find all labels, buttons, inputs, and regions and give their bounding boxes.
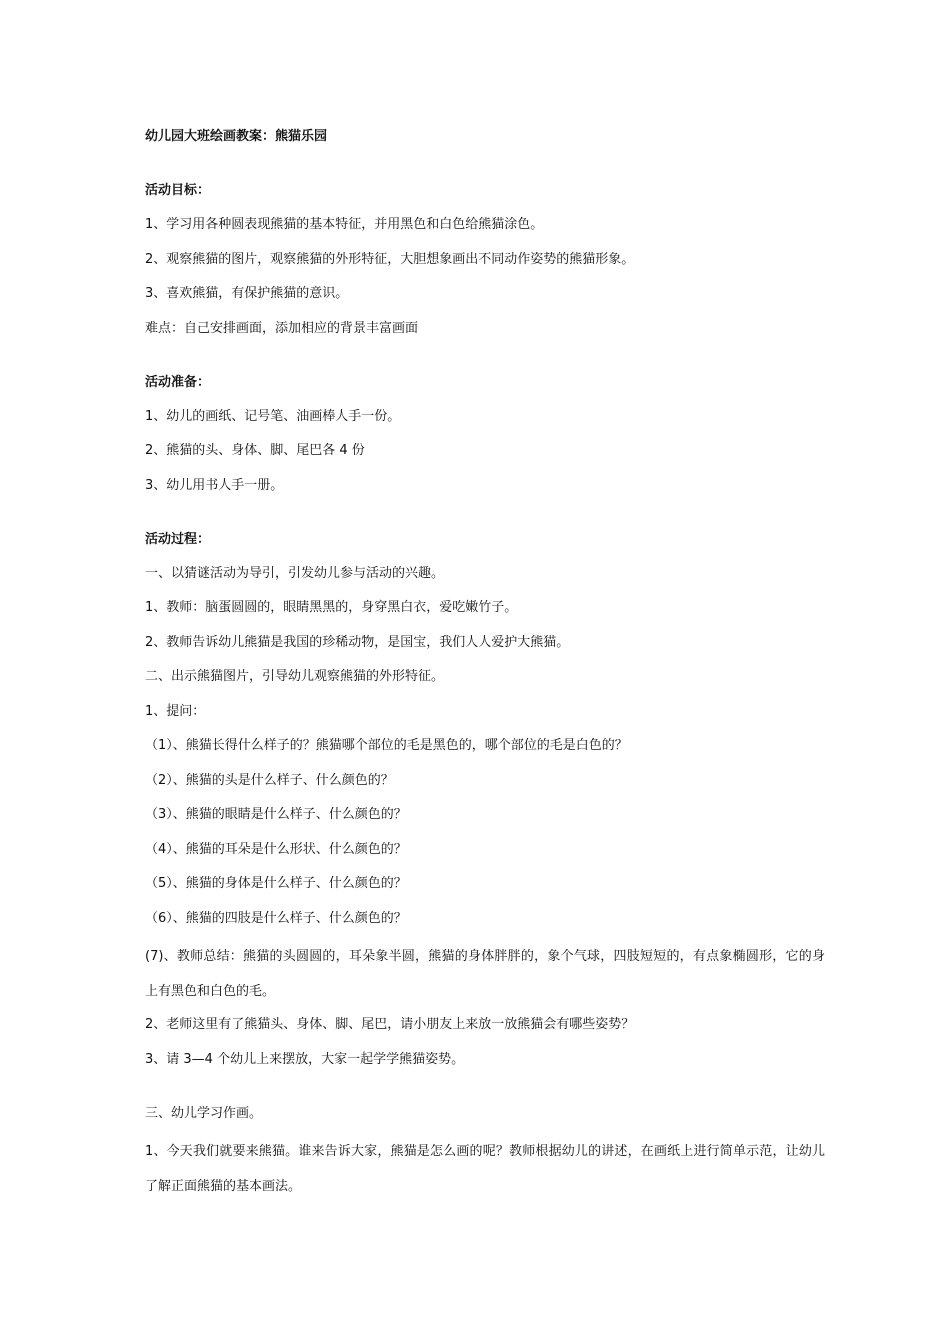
prep-section [145,370,825,499]
question-item: （4）、熊猫的耳朵是什么形状、什么颜色的？ [145,841,407,857]
document-body [145,124,825,1204]
prep-item: 3、幼儿用书人手一册。 [145,477,284,493]
question-item: （2）、熊猫的头是什么样子、什么颜色的？ [145,772,394,788]
goal-item: 1、学习用各种圆表现熊猫的基本特征，并用黑色和白色给熊猫涂色。 [145,217,544,232]
question-item: （1）、熊猫长得什么样子的？熊猫哪个部位的毛是黑色的，哪个部位的毛是白色的？ [145,738,628,753]
process-section [145,527,825,1205]
goals-section [145,178,825,342]
prep-item: 1、幼儿的画纸、记号笔、油画棒人手一份。 [145,408,401,424]
process-item: 3、请 3—4 个幼儿上来摆放，大家一起学学熊猫姿势。 [145,1051,465,1067]
process-item: 1、教师：脑蛋圆圆的，眼睛黑黑的，身穿黑白衣，爱吃嫩竹子。 [145,600,518,615]
part3-heading: 三、幼儿学习作画。 [145,1105,263,1121]
process-item: 二、出示熊猫图片，引导幼儿观察熊猫的外形特征。 [145,669,445,684]
prep-item: 2、熊猫的头、身体、脚、尾巴各 4 份 [145,443,365,458]
goal-item: 3、喜欢熊猫，有保护熊猫的意识。 [145,286,349,301]
goals-heading: 活动目标： [145,183,211,198]
question-item: （6）、熊猫的四肢是什么样子、什么颜色的？ [145,910,407,926]
goal-item: 2、观察熊猫的图片，观察熊猫的外形特征，大胆想象画出不同动作姿势的熊猫形象。 [145,251,635,267]
teacher-summary: (7)、教师总结：熊猫的头圆圆的，耳朵象半圆，熊猫的身体胖胖的，象个气球，四肢短短的，有点象椭圆形，它的身上有黑色和白色的毛。 [145,949,825,999]
process-item: 2、老师这里有了熊猫头、身体、脚、尾巴，请小朋友上来放一放熊猫会有哪些姿势？ [145,1017,635,1032]
question-item: （3）、熊猫的眼睛是什么样子、什么颜色的？ [145,807,407,822]
process-item: 2、教师告诉幼儿熊猫是我国的珍稀动物，是国宝，我们人人爱护大熊猫。 [145,634,570,650]
process-item: 1、提问： [145,703,206,719]
difficulty-note: 难点：自己安排画面，添加相应的背景丰富画面 [145,320,419,336]
process-heading: 活动过程： [145,531,211,547]
part3-item: 1、今天我们就要来熊猫。谁来告诉大家，熊猫是怎么画的呢？教师根据幼儿的讲述，在画纸上进行简单示范，让幼儿了解正面熊猫的基本画法。 [145,1144,825,1194]
process-item: 一、以猜谜活动为导引，引发幼儿参与活动的兴趣。 [145,565,445,581]
document-title: 幼儿园大班绘画教案：熊猫乐园 [145,129,328,144]
prep-heading: 活动准备： [145,374,211,390]
question-item: （5）、熊猫的身体是什么样子、什么颜色的？ [145,876,407,891]
